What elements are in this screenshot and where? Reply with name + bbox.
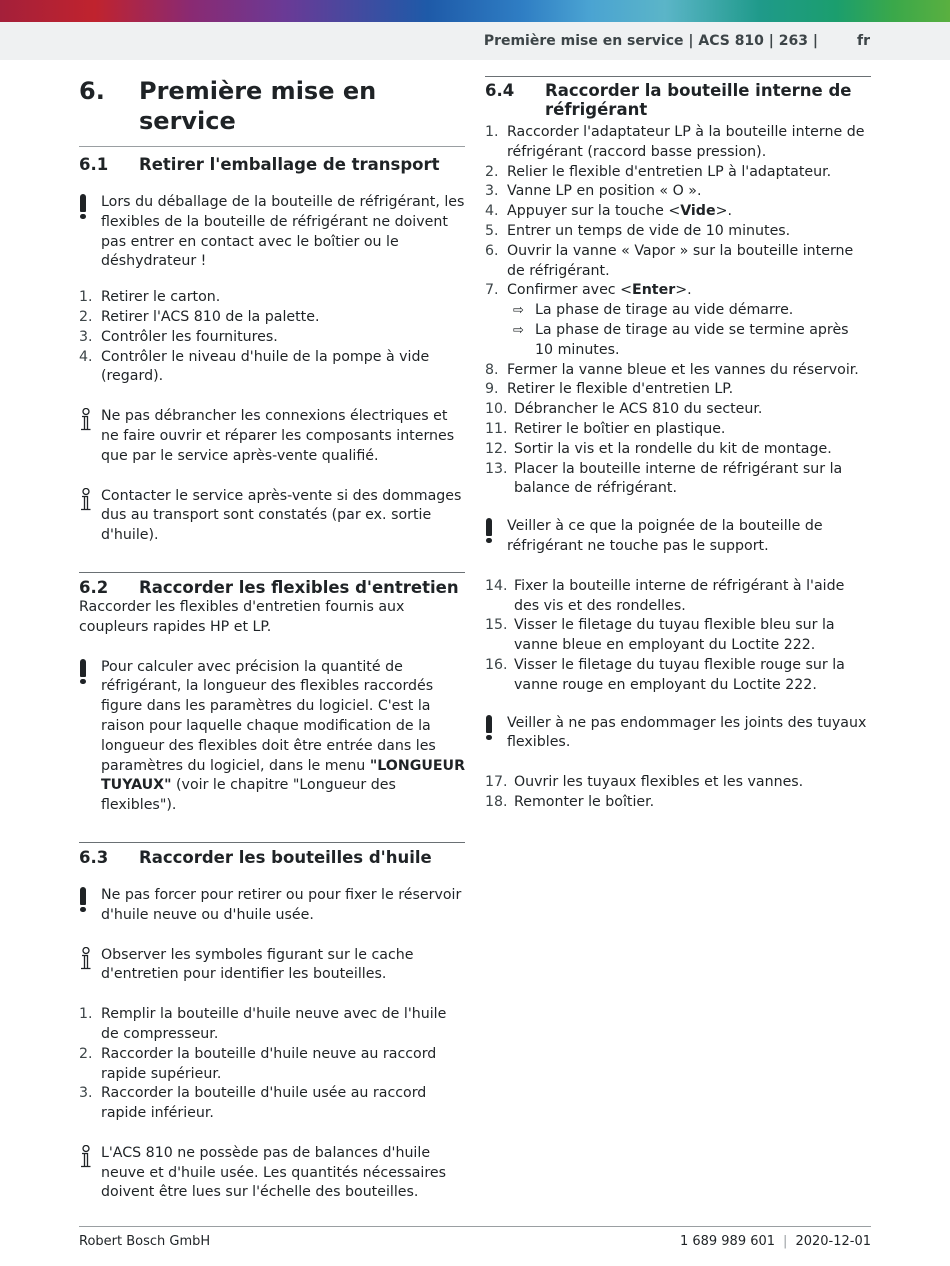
info-icon — [79, 407, 101, 466]
section-number: 6.3 — [79, 847, 109, 867]
chapter-title: Première mise en service — [139, 77, 377, 135]
list-item: 5. Entrer un temps de vide de 10 minutes. — [485, 222, 791, 239]
list-item: 10. Débrancher le ACS 810 du secteur. — [485, 401, 763, 418]
arrow-right-icon: ⇨ — [513, 303, 524, 319]
section-heading-6-1 — [79, 151, 465, 175]
info-text: L'ACS 810 ne possède pas de balances d'huile neuve et d'huile usée. Les quantités nécessaires doivent être lues sur l'échelle des bouteilles. — [101, 1144, 446, 1201]
warning-icon — [485, 517, 507, 557]
result-item: ⇨ La phase de tirage au vide démarre. — [485, 301, 871, 321]
warning-text: Lors du déballage de la bouteille de réfrigérant, les flexibles de la bouteille de réfrigérant ne doivent pas entrer en contact avec le boîtier ou le déshydrateur ! — [101, 194, 465, 270]
list-item: 2. Retirer l'ACS 810 de la palette. — [79, 308, 320, 325]
list-item: 3. Contrôler les fournitures. — [79, 328, 278, 345]
list-item: 14. Fixer la bouteille interne de réfrigérant à l'aide des vis et des rondelles. — [485, 577, 845, 614]
section-number: 6.4 — [485, 81, 515, 100]
steps-list-6-4 — [485, 123, 871, 301]
info-text: Contacter le service après-vente si des dommages dus au transport sont constatés (par ex. sortie d'huile). — [101, 487, 462, 544]
doc-date: 2020-12-01 — [795, 1234, 871, 1249]
warning-icon — [485, 714, 507, 754]
warning-text: Veiller à ne pas endommager les joints des tuyaux flexibles. — [507, 714, 867, 751]
list-item: 3. Vanne LP en position « O ». — [485, 183, 702, 200]
info-note — [79, 487, 465, 546]
info-text: Observer les symboles figurant sur le cache d'entretien pour identifier les bouteilles. — [101, 946, 414, 983]
warning-note — [79, 886, 465, 926]
warning-note — [485, 517, 871, 557]
key-name: Vide — [680, 203, 716, 220]
steps-list-6-3 — [79, 1005, 465, 1124]
left-column — [79, 76, 465, 1203]
section-title: Retirer l'emballage de transport — [139, 155, 440, 174]
info-icon — [79, 946, 101, 986]
arrow-right-icon: ⇨ — [513, 322, 524, 338]
header-language: fr — [857, 33, 870, 49]
header-title: Première mise en service | ACS 810 | 263 | — [483, 33, 818, 49]
footer-rule — [79, 1226, 871, 1227]
list-item: 15. Visser le filetage du tuyau flexible bleu sur la vanne bleue en employant du Loctite 222. — [485, 617, 835, 654]
warning-icon — [79, 193, 101, 272]
warning-note — [79, 193, 465, 272]
footer-meta — [680, 1234, 871, 1249]
list-item: 1. Retirer le carton. — [79, 289, 221, 306]
list-item: 7. Confirmer avec <Enter>. — [485, 282, 692, 299]
chapter-heading — [79, 76, 465, 147]
key-name: Enter — [632, 282, 676, 299]
info-icon — [79, 487, 101, 546]
list-item: 12. Sortir la vis et la rondelle du kit de montage. — [485, 440, 832, 457]
result-item: ⇨ La phase de tirage au vide se termine après 10 minutes. — [485, 321, 871, 361]
steps-list-6-4-cont — [485, 361, 871, 500]
section-number: 6.2 — [79, 577, 109, 597]
warning-text: Ne pas forcer pour retirer ou pour fixer le réservoir d'huile neuve ou d'huile usée. — [101, 886, 462, 923]
list-item: 17. Ouvrir les tuyaux flexibles et les vannes. — [485, 774, 804, 791]
list-item: 1. Remplir la bouteille d'huile neuve avec de l'huile de compresseur. — [79, 1006, 447, 1042]
info-note — [79, 946, 465, 986]
section-number: 6.1 — [79, 155, 109, 174]
info-note — [79, 407, 465, 466]
list-item: 2. Raccorder la bouteille d'huile neuve au raccord rapide supérieur. — [79, 1045, 437, 1082]
info-text: Ne pas débrancher les connexions électriques et ne faire ouvrir et réparer les composants internes que par le service après-vente qualifié. — [101, 408, 455, 464]
footer-company: Robert Bosch GmbH — [79, 1234, 211, 1249]
warning-text: Veiller à ce que la poignée de la bouteille de réfrigérant ne touche pas le support. — [507, 518, 823, 554]
list-item: 8. Fermer la vanne bleue et les vannes du réservoir. — [485, 361, 859, 378]
list-item: 2. Relier le flexible d'entretien LP à l'adaptateur. — [485, 163, 832, 180]
section-intro: Raccorder les flexibles d'entretien fournis aux coupleurs rapides HP et LP. — [79, 598, 405, 635]
list-item: 9. Retirer le flexible d'entretien LP. — [485, 381, 734, 398]
steps-list-6-1 — [79, 288, 465, 387]
list-item: 3. Raccorder la bouteille d'huile usée au raccord rapide inférieur. — [79, 1085, 427, 1122]
warning-note — [79, 658, 465, 816]
list-item: 4. Contrôler le niveau d'huile de la pompe à vide (regard). — [79, 348, 430, 385]
doc-number: 1 689 989 601 — [679, 1234, 776, 1249]
list-item: 6. Ouvrir la vanne « Vapor » sur la bouteille interne de réfrigérant. — [485, 242, 854, 279]
section-title: Raccorder la bouteille interne de réfrigérant — [545, 81, 852, 119]
list-item: 18. Remonter le boîtier. — [485, 793, 655, 810]
info-icon — [79, 1144, 101, 1203]
section-heading-6-4 — [485, 76, 871, 119]
list-item: 11. Retirer le boîtier en plastique. — [485, 420, 726, 437]
info-note — [79, 1144, 465, 1203]
warning-icon — [79, 658, 101, 816]
warning-note — [485, 714, 871, 754]
chapter-number: 6. — [79, 77, 105, 105]
list-item: 1. Raccorder l'adaptateur LP à la bouteille interne de réfrigérant (raccord basse pression). — [485, 124, 865, 160]
list-item: 13. Placer la bouteille interne de réfrigérant sur la balance de réfrigérant. — [485, 460, 843, 497]
steps-list-6-4-cont3 — [485, 773, 871, 813]
list-item: 16. Visser le filetage du tuyau flexible rouge sur la vanne rouge en employant du Loctite 222. — [485, 656, 845, 693]
warning-icon — [79, 886, 101, 926]
steps-list-6-4-cont2 — [485, 577, 871, 696]
menu-name: "LONGUEUR TUYAUX" — [101, 757, 465, 794]
section-heading-6-3 — [79, 842, 465, 868]
section-title: Raccorder les flexibles d'entretien — [139, 577, 459, 597]
footer-separator: | — [783, 1234, 788, 1249]
list-item: 4. Appuyer sur la touche <Vide>. — [485, 203, 732, 220]
right-column — [485, 76, 871, 813]
brand-color-band — [0, 0, 950, 22]
section-title: Raccorder les bouteilles d'huile — [139, 847, 432, 867]
section-heading-6-2 — [79, 572, 465, 598]
warning-text: Pour calculer avec précision la quantité de réfrigérant, la longueur des flexibles raccordés figure dans les paramètres du logiciel. C'est la raison pour laquelle chaque modification de la longueur des flexibles doit être entrée dans les paramètres du logiciel, dans le menu "LONGUEUR TUYAUX" (voir le chapitre "Longueur des flexibles"). — [101, 658, 465, 814]
